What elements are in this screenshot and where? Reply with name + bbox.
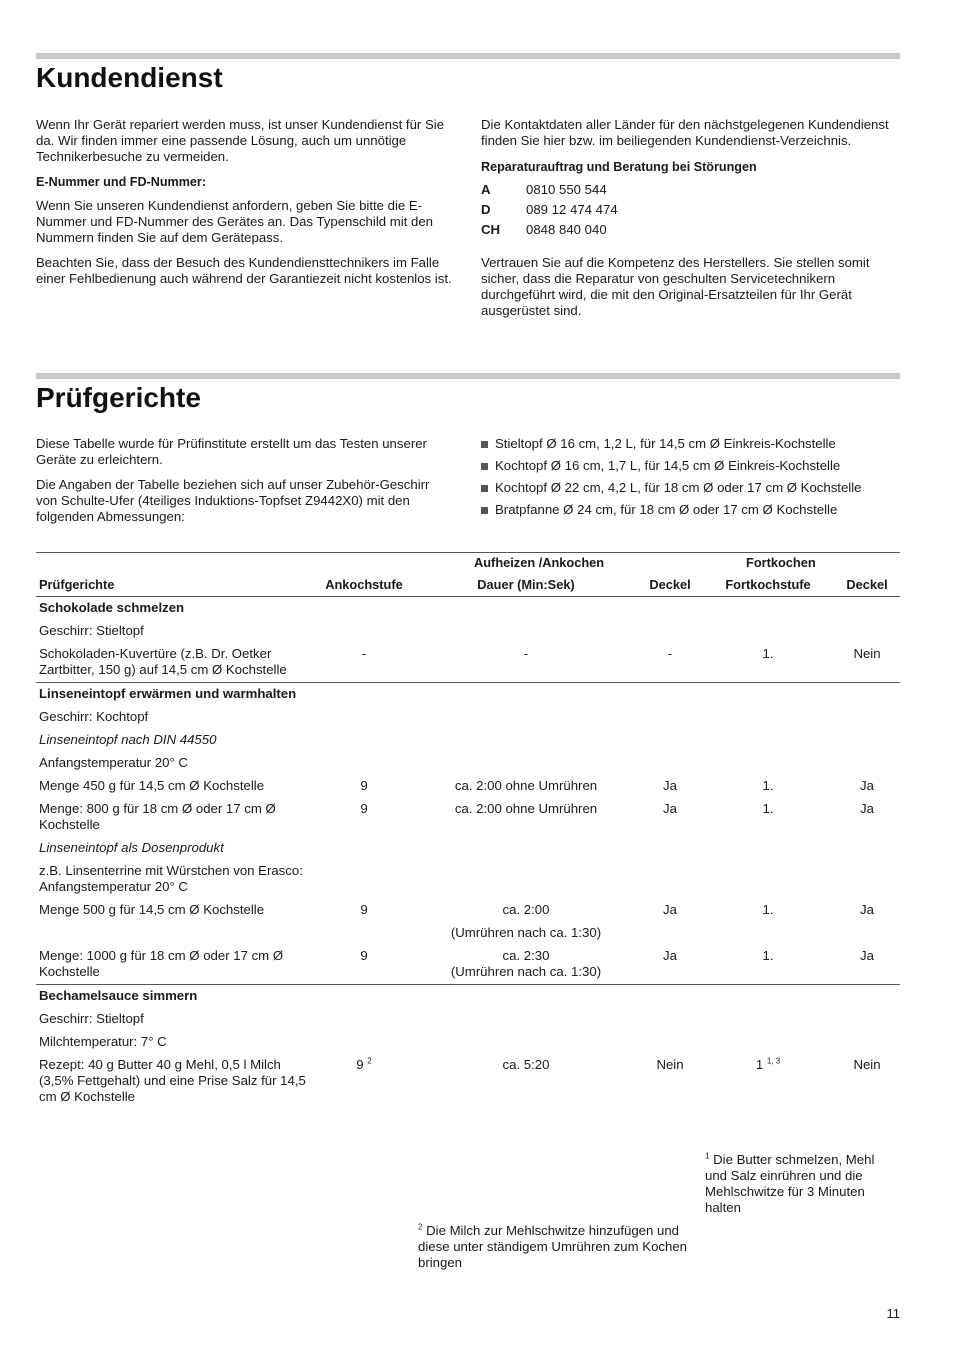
- bullet-square-icon: [481, 441, 488, 448]
- table-cell: ca. 2:00: [502, 902, 550, 917]
- page-number: 11: [886, 1306, 900, 1321]
- paragraph: Wenn Ihr Gerät repariert werden muss, ist unser Kundendienst für Sie da. Wir finden immer eine passende Lösung, auch um unnötige Technikerbesuche zu vermeiden.: [36, 117, 445, 164]
- table-cell: [638, 683, 702, 707]
- heading-pruefgerichte: Prüfgerichte: [36, 382, 201, 413]
- table-cell: [414, 706, 638, 729]
- table-row: [36, 620, 900, 643]
- footnote-2: [418, 1223, 703, 1271]
- footnote-marker: 1, 3: [766, 1056, 781, 1066]
- phone-number: 0810 550 544: [526, 182, 607, 197]
- table-cell: [702, 729, 834, 752]
- table-cell: 1.: [762, 948, 774, 963]
- table-cell: Schokolade schmelzen: [39, 600, 185, 615]
- table-cell: [834, 1031, 900, 1054]
- table-cell: [414, 860, 638, 899]
- heading-kundendienst: Kundendienst: [36, 62, 223, 93]
- table-cell: [638, 752, 702, 775]
- table-cell: 9: [360, 902, 368, 917]
- table-cell: Bechamelsauce simmern: [36, 985, 314, 1009]
- table-row: [36, 1054, 900, 1109]
- table-cell: [702, 1008, 834, 1031]
- table-cell: [414, 1031, 638, 1054]
- bullet-square-icon: [481, 507, 488, 514]
- table-cell: [314, 922, 414, 945]
- table-row: [36, 775, 900, 798]
- table-cell: [834, 1008, 900, 1031]
- cookware-list: [481, 436, 899, 518]
- country-code: A: [481, 182, 491, 197]
- table-header-row: [36, 574, 900, 597]
- table-cell: Menge: 1000 g für 18 cm Ø oder 17 cm Ø Kochstelle: [39, 948, 284, 979]
- subheading-reparaturauftrag: Reparaturauftrag und Beratung bei Störungen: [481, 160, 757, 174]
- table-cell: [314, 985, 414, 1009]
- column-header: Dauer (Min:Sek): [414, 574, 638, 597]
- table-cell: ca. 2:00 ohne Umrühren: [454, 801, 598, 816]
- table-cell: Geschirr: Stieltopf: [39, 1011, 144, 1026]
- table-cell: -: [523, 646, 529, 661]
- table-cell: [834, 860, 900, 899]
- footnote-marker: 2: [418, 1222, 423, 1232]
- table-cell: [638, 860, 702, 899]
- paragraph: Wenn Sie unseren Kundendienst anfordern, geben Sie bitte die E-Nummer und FD-Nummer des Gerätes an. Das Typenschild mit den Nummern finden Sie auf dem Gerätepass.: [36, 198, 433, 245]
- table-row: [36, 752, 900, 775]
- country-code: CH: [481, 222, 501, 237]
- phone-row: [481, 180, 899, 200]
- table-row: [36, 945, 900, 985]
- paragraph: Die Angaben der Tabelle beziehen sich auf unser Zubehör-Geschirr von Schulte-Ufer (4teiliges Induktions-Topfset Z9442X0) mit den folgenden Abmessungen:: [36, 477, 430, 524]
- phone-list: [481, 180, 899, 240]
- table-cell: [834, 683, 900, 707]
- table-cell: [702, 922, 834, 945]
- table-cell: [834, 752, 900, 775]
- table-cell: [638, 620, 702, 643]
- table-cell: ca. 5:20: [502, 1057, 550, 1072]
- table-cell: [414, 837, 638, 860]
- table-cell: [638, 1031, 702, 1054]
- table-cell: ca. 2:30 (Umrühren nach ca. 1:30): [450, 948, 602, 979]
- table-cell: 9 $^2$: [356, 1056, 372, 1072]
- table-section-row: [36, 683, 900, 707]
- table-cell: 1.: [762, 902, 774, 917]
- table-cell: 1.: [762, 646, 774, 661]
- table-cell: 9: [360, 948, 368, 963]
- section-rule-pruefgerichte: [36, 373, 900, 379]
- table-cell: Milchtemperatur: 7° C: [39, 1034, 167, 1049]
- bullet-square-icon: [481, 463, 488, 470]
- table-cell: Ja: [663, 902, 677, 917]
- table-row: [36, 706, 900, 729]
- paragraph: Die Kontaktdaten aller Länder für den nächstgelegenen Kundendienst finden Sie hier bzw. im beiliegenden Kundendienst-Verzeichnis.: [481, 117, 889, 148]
- section-rule-kundendienst: [36, 53, 900, 59]
- table-cell: [414, 985, 638, 1009]
- paragraph: Vertrauen Sie auf die Kompetenz des Herstellers. Sie stellen somit sicher, dass die Reparatur von geschulten Servicetechnikern durchgeführt wird, die mit den Original-Ersatzteilen für Ihr Gerät ausgerüstet sind.: [481, 255, 870, 318]
- table-cell: [314, 683, 414, 707]
- table-cell: [834, 706, 900, 729]
- table-cell: [638, 706, 702, 729]
- test-dishes-table: [36, 552, 900, 1109]
- table-cell: Ja: [663, 948, 677, 963]
- table-cell: [314, 837, 414, 860]
- country-code: D: [481, 202, 491, 217]
- pruefgerichte-right-column: [481, 436, 899, 524]
- table-row: [36, 860, 900, 899]
- column-header: Deckel: [638, 574, 702, 597]
- table-cell: [702, 706, 834, 729]
- phone-number: 0848 840 040: [526, 222, 607, 237]
- table-row: [36, 837, 900, 860]
- footnote-text: Die Milch zur Mehlschwitze hinzufügen und diese unter ständigem Umrühren zum Kochen bringen: [418, 1223, 688, 1270]
- table-cell: [702, 837, 834, 860]
- footnote-marker: 1: [705, 1151, 710, 1161]
- table-cell: [414, 597, 638, 621]
- table-cell: -: [667, 646, 673, 661]
- table-cell: [414, 683, 638, 707]
- table-row: [36, 922, 900, 945]
- table-cell: 1.: [762, 778, 774, 793]
- table-cell: [314, 597, 414, 621]
- list-item: Bratpfanne Ø 24 cm, für 18 cm Ø oder 17 cm Ø Kochstelle: [481, 502, 899, 518]
- table-body: [36, 597, 900, 1110]
- phone-row: [481, 200, 899, 220]
- pruefgerichte-left-column: [36, 436, 454, 534]
- phone-number: 089 12 474 474: [526, 202, 618, 217]
- table-cell: [638, 837, 702, 860]
- table-cell: [314, 620, 414, 643]
- table-cell: Rezept: 40 g Butter 40 g Mehl, 0,5 l Milch (3,5% Fettgehalt) und eine Prise Salz für 14,5 cm Ø Kochstelle: [39, 1057, 306, 1104]
- table-group-header-row: [36, 553, 900, 575]
- table-cell: 1.: [762, 801, 774, 816]
- table-cell: [834, 729, 900, 752]
- table-cell: Ja: [860, 948, 874, 963]
- column-header: Ankochstufe: [314, 574, 414, 597]
- table-cell: [702, 620, 834, 643]
- table-cell: Ja: [860, 801, 874, 816]
- table-cell: Menge: 800 g für 18 cm Ø oder 17 cm Ø Kochstelle: [39, 801, 276, 832]
- table-cell: 1 $^{1, 3}$: [755, 1056, 781, 1072]
- table-cell: [414, 752, 638, 775]
- table-cell: Ja: [860, 778, 874, 793]
- table-cell: Geschirr: Kochtopf: [39, 709, 149, 724]
- table-cell: [834, 620, 900, 643]
- column-header: Deckel: [834, 574, 900, 597]
- table-cell: [314, 752, 414, 775]
- table-cell: [36, 922, 314, 945]
- phone-row: [481, 220, 899, 240]
- table-cell: Anfangstemperatur 20° C: [39, 755, 188, 770]
- table-cell: [314, 729, 414, 752]
- table-cell: [834, 837, 900, 860]
- group-header-continue: Fortkochen: [702, 553, 900, 575]
- table-cell: Ja: [663, 801, 677, 816]
- table-cell: Ja: [860, 902, 874, 917]
- table-cell: Nein: [853, 1057, 881, 1072]
- table-row: [36, 899, 900, 922]
- table-cell: [702, 752, 834, 775]
- table-cell: Linseneintopf als Dosenprodukt: [39, 840, 224, 855]
- table-cell: [414, 729, 638, 752]
- table-cell: [314, 1031, 414, 1054]
- table-cell: Schokoladen-Kuvertüre (z.B. Dr. Oetker Zartbitter, 150 g) auf 14,5 cm Ø Kochstelle: [39, 646, 287, 677]
- table-cell: [834, 985, 900, 1009]
- table-cell: [702, 860, 834, 899]
- bullet-square-icon: [481, 485, 488, 492]
- kundendienst-left-column: [36, 117, 454, 296]
- table-cell: [314, 1008, 414, 1031]
- subheading-e-nummer: E-Nummer und FD-Nummer:: [36, 175, 207, 189]
- table-cell: z.B. Linsenterrine mit Würstchen von Erasco: Anfangstemperatur 20° C: [39, 863, 303, 894]
- table-cell: -: [361, 646, 367, 661]
- footnote-1: [705, 1152, 900, 1216]
- footnote-marker: 2: [367, 1056, 372, 1066]
- table-cell: [702, 985, 834, 1009]
- table-cell: [414, 620, 638, 643]
- table-cell: 9: [360, 778, 368, 793]
- table-cell: [638, 985, 702, 1009]
- list-item: Kochtopf Ø 22 cm, 4,2 L, für 18 cm Ø oder 17 cm Ø Kochstelle: [481, 480, 899, 496]
- footnote-text: Die Butter schmelzen, Mehl und Salz einrühren und die Mehlschwitze für 3 Minuten halten: [705, 1152, 875, 1215]
- table-cell: Menge 500 g für 14,5 cm Ø Kochstelle: [39, 902, 265, 917]
- table-cell: [638, 1008, 702, 1031]
- table-cell: Nein: [656, 1057, 684, 1072]
- table-cell: [702, 597, 834, 621]
- paragraph: Beachten Sie, dass der Besuch des Kundendiensttechnikers im Falle einer Fehlbedienung auch während der Garantiezeit nicht kostenlos ist.: [36, 255, 452, 286]
- table-row: [36, 798, 900, 837]
- table-row: [36, 1031, 900, 1054]
- table-cell: [638, 597, 702, 621]
- table-row: [36, 1008, 900, 1031]
- table-cell: [702, 1031, 834, 1054]
- table-cell: [638, 922, 702, 945]
- table-cell: [834, 597, 900, 621]
- table-row: [36, 729, 900, 752]
- table-row: [36, 643, 900, 683]
- table-section-row: [36, 597, 900, 621]
- table-cell: [834, 922, 900, 945]
- table-cell: Geschirr: Stieltopf: [39, 623, 144, 638]
- table-cell: Linseneintopf nach DIN 44550: [39, 732, 217, 747]
- group-header-heat: Aufheizen /Ankochen: [414, 553, 702, 575]
- kundendienst-right-column: [481, 117, 899, 328]
- table-cell: 9: [360, 801, 368, 816]
- column-header: Fortkochstufe: [702, 574, 834, 597]
- paragraph: Diese Tabelle wurde für Prüfinstitute erstellt um das Testen unserer Geräte zu erleichtern.: [36, 436, 427, 467]
- table-cell: [414, 1008, 638, 1031]
- table-cell: [702, 683, 834, 707]
- table-cell: [314, 706, 414, 729]
- table-cell: Ja: [663, 778, 677, 793]
- table-section-row: [36, 985, 900, 1009]
- table-cell: Nein: [853, 646, 881, 661]
- table-cell: [638, 729, 702, 752]
- table-cell: Menge 450 g für 14,5 cm Ø Kochstelle: [39, 778, 265, 793]
- list-item: Kochtopf Ø 16 cm, 1,7 L, für 14,5 cm Ø Einkreis-Kochstelle: [481, 458, 899, 474]
- column-header: Prüfgerichte: [36, 574, 314, 597]
- table-cell: (Umrühren nach ca. 1:30): [450, 925, 602, 940]
- table-cell: ca. 2:00 ohne Umrühren: [454, 778, 598, 793]
- list-item: Stieltopf Ø 16 cm, 1,2 L, für 14,5 cm Ø Einkreis-Kochstelle: [481, 436, 899, 452]
- table-cell: [314, 860, 414, 899]
- table-cell: Linseneintopf erwärmen und warmhalten: [36, 683, 314, 707]
